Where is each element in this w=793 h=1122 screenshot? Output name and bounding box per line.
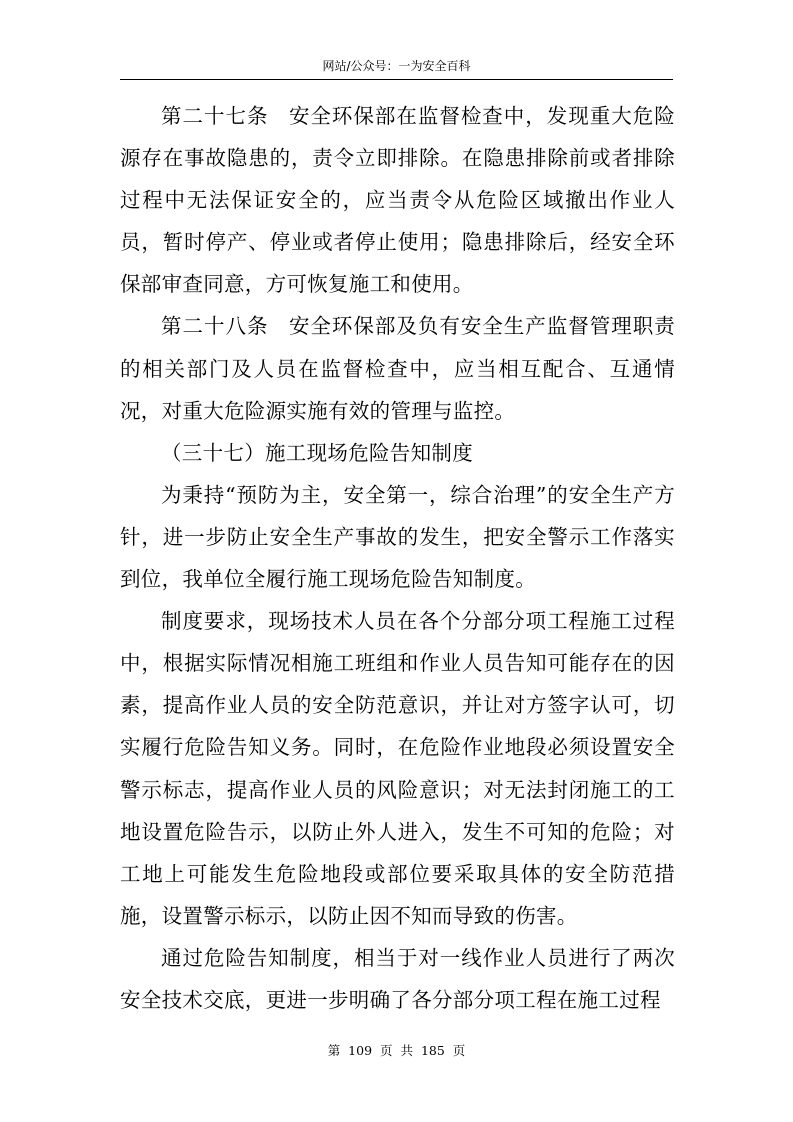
article-label: 第二十八条 <box>161 314 269 339</box>
article-27-paragraph <box>120 95 675 305</box>
header-divider <box>120 79 673 80</box>
document-body <box>120 95 675 1021</box>
section-heading: （三十七）施工现场危险告知制度 <box>161 440 473 465</box>
section-paragraph: 为秉持“预防为主，安全第一，综合治理”的安全生产方针，进一步防止安全生产事故的发生，把安全警示工作落实到位，我单位全履行施工现场危险告知制度。 <box>120 482 675 592</box>
page-footer-page-number: 第 109 页 共 185 页 <box>327 1043 466 1058</box>
section-paragraph: 制度要求，现场技术人员在各个分部分项工程施工过程中，根据实际情况相施工班组和作业人员告知可能存在的因素，提高作业人员的安全防范意识，并让对方签字认可，切实履行危险告知义务。同时，在危险作业地段必须设置安全警示标志，提高作业人员的风险意识；对无法封闭施工的工地设置危险告示，以防止外人进入，发生不可知的危险；对工地上可能发生危险地段或部位要采取具体的安全防范措施，设置警示标示，以防止因不知而导致的伤害。 <box>120 609 675 928</box>
section-paragraph: 通过危险告知制度，相当于对一线作业人员进行了两次安全技术交底，更进一步明确了各分部分项工程在施工过程 <box>120 945 675 1012</box>
article-text: 安全环保部在监督检查中，发现重大危险源存在事故隐患的，责令立即排除。在隐患排除前或者排除过程中无法保证安全的，应当责令从危险区域撤出作业人员，暂时停产、停业或者停止使用；隐患排除后，经安全环保部审查同意，方可恢复施工和使用。 <box>120 104 675 297</box>
page-header-site-label: 网站/公众号：一为安全百科 <box>322 59 471 73</box>
article-28-paragraph <box>120 305 675 431</box>
article-label: 第二十七条 <box>161 104 269 128</box>
article-text: 安全环保部及负有安全生产监督管理职责的相关部门及人员在监督检查中，应当相互配合、互通情况，对重大危险源实施有效的管理与监控。 <box>120 314 675 423</box>
